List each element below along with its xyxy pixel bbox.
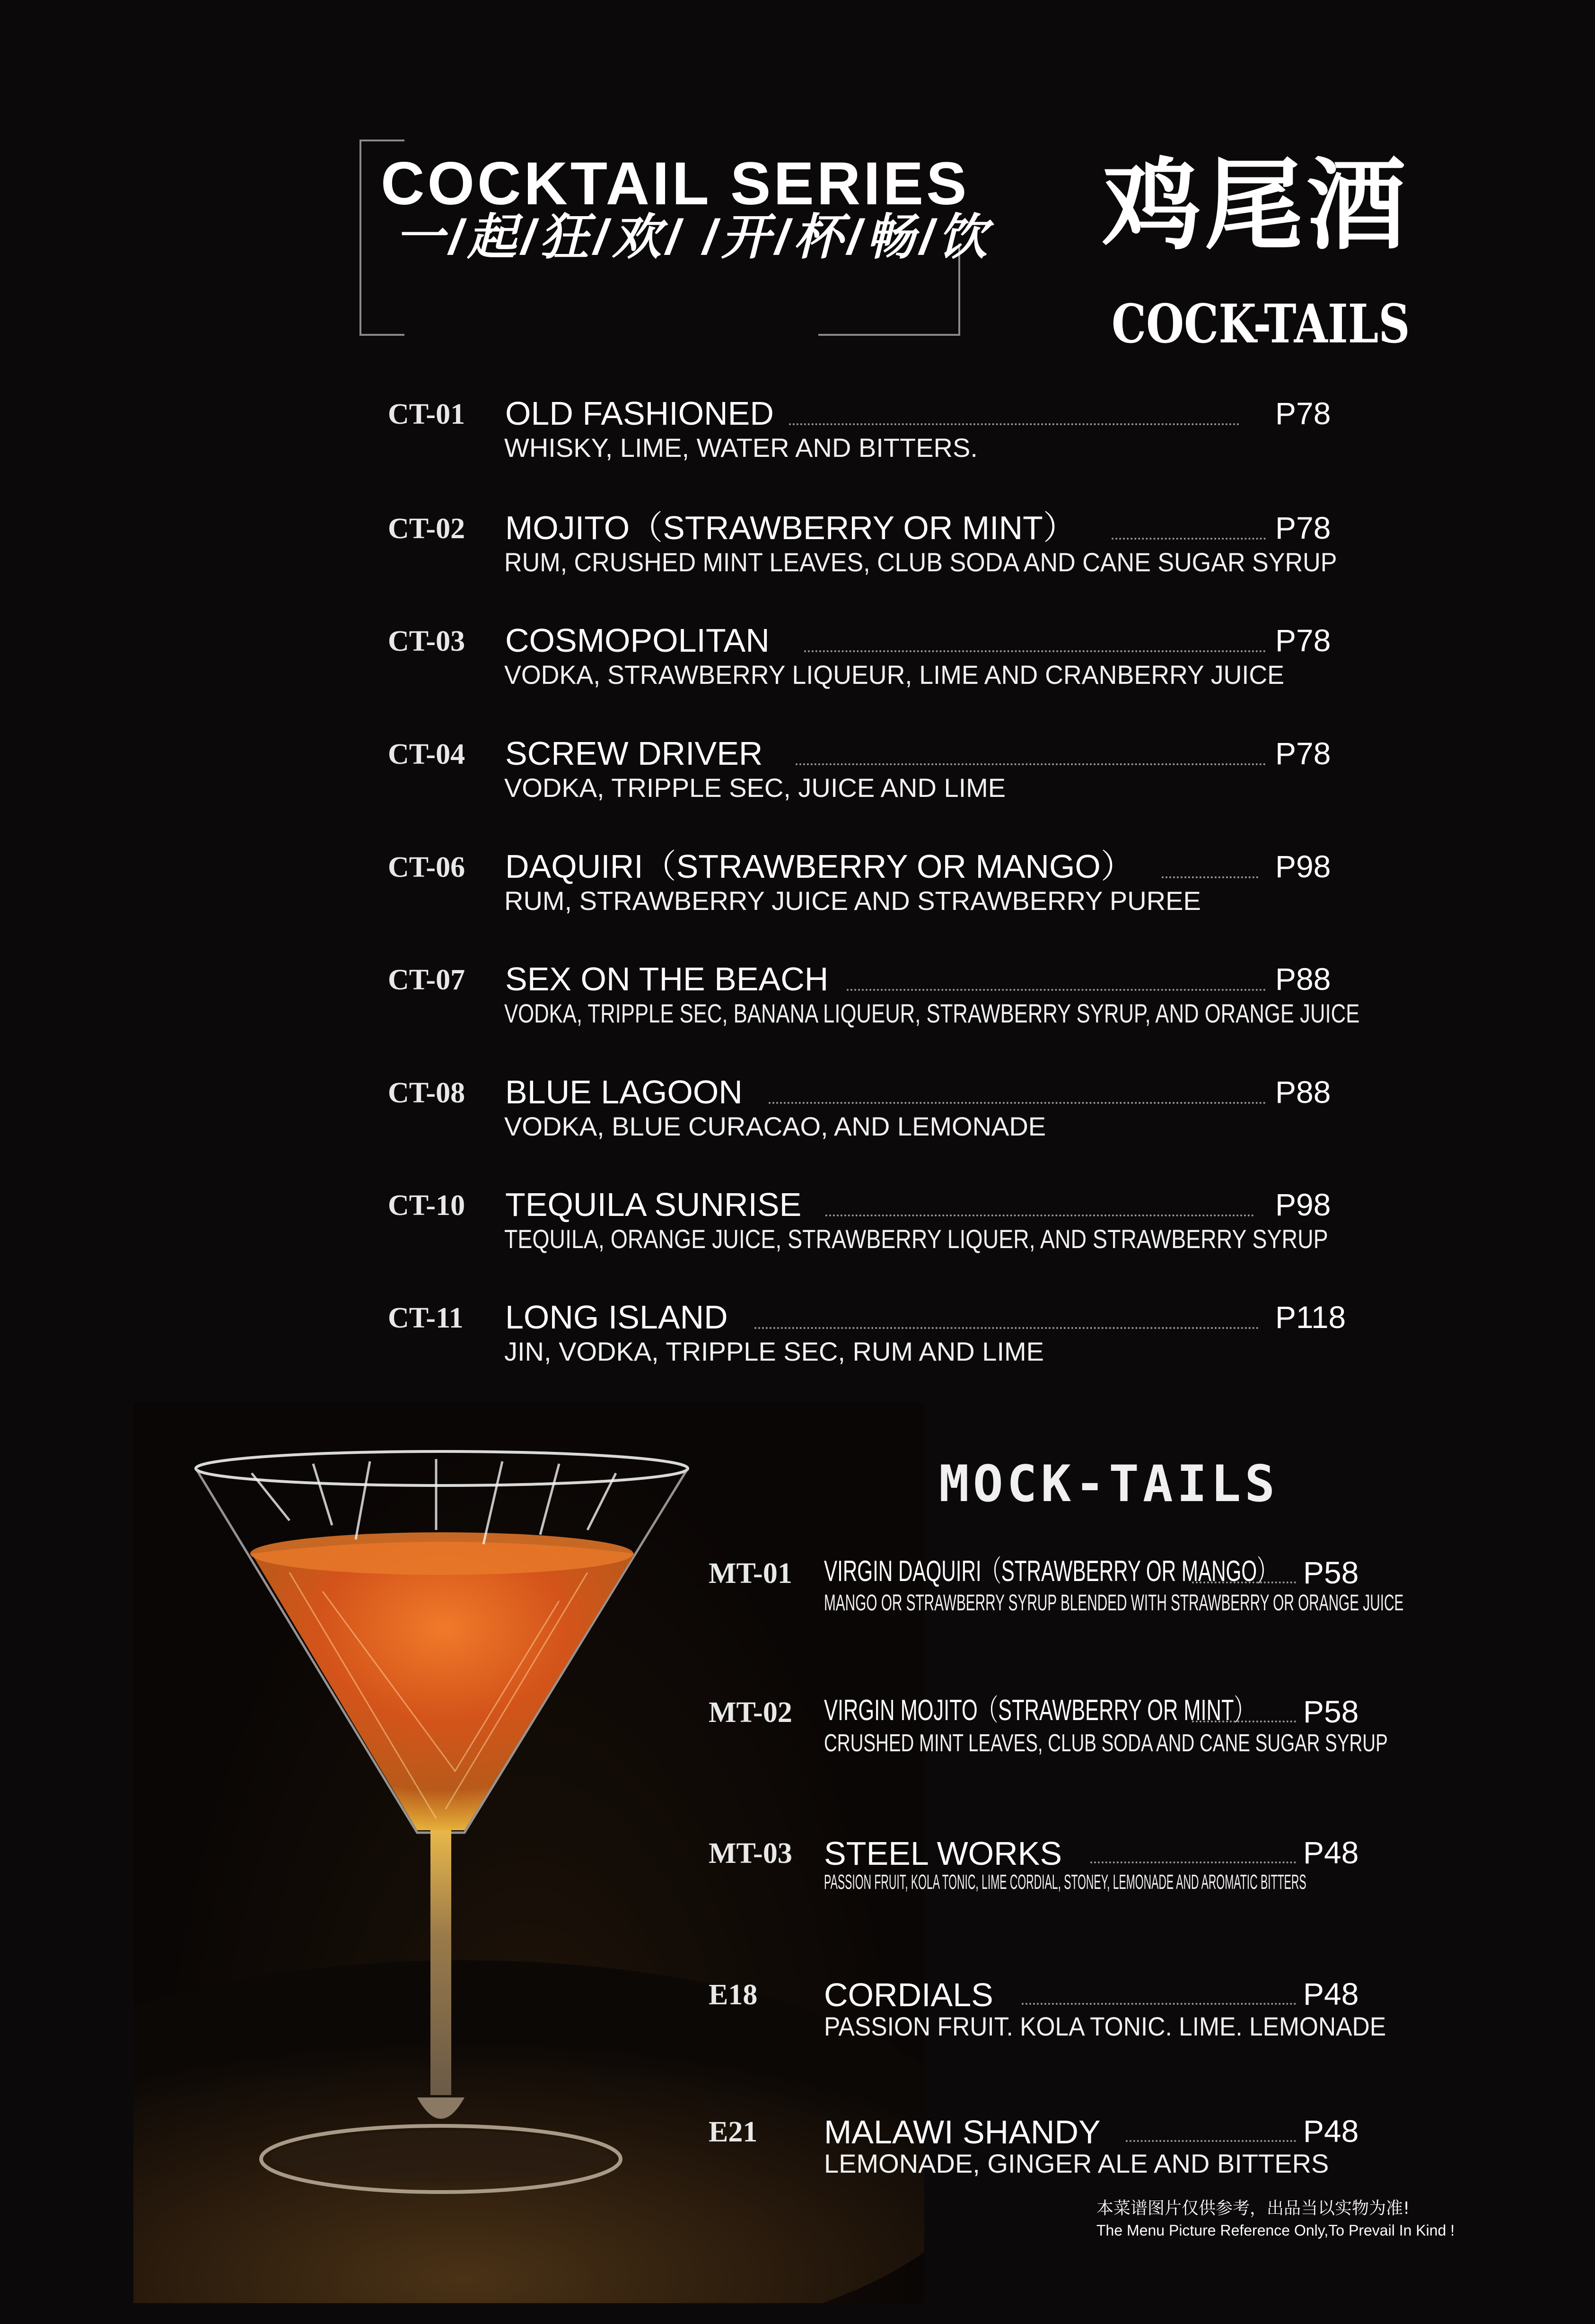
dotted-leader	[789, 423, 1239, 425]
item-code: CT-04	[388, 738, 465, 770]
item-code: CT-08	[388, 1077, 465, 1109]
item-price: P78	[1275, 623, 1331, 658]
item-description: VODKA, TRIPPLE SEC, BANANA LIQUEUR, STRAWBERRY SYRUP, AND ORANGE JUICE	[504, 998, 1360, 1028]
item-name: COSMOPOLITAN	[505, 622, 770, 659]
dotted-leader	[847, 989, 1266, 991]
item-name: TEQUILA SUNRISE	[505, 1186, 802, 1223]
item-code: CT-02	[388, 513, 465, 545]
item-name: SCREW DRIVER	[505, 735, 763, 772]
menu-item	[0, 735, 1595, 834]
dotted-leader	[1192, 1721, 1296, 1722]
item-description: TEQUILA, ORANGE JUICE, STRAWBERRY LIQUER, AND STRAWBERRY SYRUP	[504, 1224, 1328, 1254]
item-price: P98	[1275, 849, 1331, 884]
dotted-leader	[769, 1102, 1266, 1104]
item-name: STEEL WORKS	[824, 1835, 1062, 1872]
item-code: CT-10	[388, 1189, 465, 1222]
item-code: CT-11	[388, 1302, 464, 1334]
menu-item	[0, 848, 1595, 947]
menu-item	[0, 1976, 1595, 2075]
item-code: CT-01	[388, 398, 465, 430]
dotted-leader	[1192, 1581, 1296, 1583]
item-name: CORDIALS	[824, 1976, 993, 2013]
dotted-leader	[796, 763, 1266, 765]
mocktails-section-title: MOCK-TAILS	[939, 1455, 1279, 1513]
item-code: MT-03	[709, 1837, 792, 1870]
item-description: PASSION FRUIT. KOLA TONIC. LIME. LEMONADE	[824, 2011, 1386, 2041]
menu-item	[0, 2114, 1595, 2212]
item-price: P58	[1303, 1694, 1359, 1729]
cocktails-section-title: COCK-TAILS	[1112, 293, 1410, 355]
item-name: LONG ISLAND	[505, 1299, 728, 1336]
item-name: SEX ON THE BEACH	[505, 961, 829, 997]
item-description: PASSION FRUIT, KOLA TONIC, LIME CORDIAL, STONEY, LEMONADE AND AROMATIC BITTERS	[824, 1870, 1306, 1894]
item-price: P48	[1303, 2114, 1359, 2149]
item-price: P78	[1275, 396, 1331, 431]
footnote-english: The Menu Picture Reference Only,To Prevail In Kind !	[1096, 2222, 1455, 2239]
series-subtitle: 一/起/狂/欢/ /开/杯/畅/饮	[395, 210, 992, 265]
item-name: OLD FASHIONED	[505, 395, 774, 432]
dotted-leader	[1162, 876, 1258, 878]
item-description: CRUSHED MINT LEAVES, CLUB SODA AND CANE SUGAR SYRUP	[824, 1730, 1388, 1757]
item-name: VIRGIN DAQUIRI（STRAWBERRY OR MANGO）	[824, 1555, 1277, 1588]
item-name: MALAWI SHANDY	[824, 2114, 1101, 2150]
menu-item	[0, 1555, 1595, 1653]
item-description: VODKA, TRIPPLE SEC, JUICE AND LIME	[504, 773, 1006, 803]
item-code: E21	[709, 2116, 758, 2148]
menu-item	[0, 1074, 1595, 1173]
item-price: P48	[1303, 1976, 1359, 2011]
item-name: VIRGIN MOJITO（STRAWBERRY OR MINT）	[824, 1694, 1254, 1727]
dotted-leader	[754, 1327, 1259, 1329]
footnote-chinese: 本菜谱图片仅供参考，出品当以实物为准!	[1096, 2199, 1410, 2218]
item-price: P98	[1275, 1187, 1331, 1222]
menu-item	[0, 395, 1595, 494]
item-code: CT-03	[388, 625, 465, 657]
item-code: E18	[709, 1979, 758, 2011]
menu-item	[0, 1835, 1595, 1933]
menu-item	[0, 1694, 1595, 1792]
dotted-leader	[804, 650, 1266, 652]
item-price: P58	[1303, 1555, 1359, 1590]
item-price: P118	[1275, 1300, 1346, 1335]
dotted-leader	[1022, 2003, 1296, 2005]
menu-item	[0, 1299, 1595, 1398]
item-price: P78	[1275, 510, 1331, 545]
item-description: VODKA, BLUE CURACAO, AND LEMONADE	[504, 1111, 1046, 1141]
item-description: RUM, CRUSHED MINT LEAVES, CLUB SODA AND CANE SUGAR SYRUP	[504, 547, 1337, 577]
menu-item	[0, 509, 1595, 609]
item-price: P78	[1275, 736, 1331, 771]
item-description: RUM, STRAWBERRY JUICE AND STRAWBERRY PUREE	[504, 886, 1201, 916]
item-code: CT-06	[388, 851, 465, 883]
item-code: MT-01	[709, 1557, 792, 1590]
dotted-leader	[825, 1214, 1254, 1216]
item-name: DAQUIRI（STRAWBERRY OR MANGO）	[505, 848, 1134, 885]
chinese-title: 鸡尾酒	[1102, 148, 1409, 263]
item-code: MT-02	[709, 1696, 792, 1729]
dotted-leader	[1112, 538, 1266, 540]
series-title: COCKTAIL SERIES	[381, 150, 970, 218]
item-code: CT-07	[388, 964, 465, 996]
item-price: P88	[1275, 961, 1331, 996]
dotted-leader	[1126, 2140, 1296, 2142]
item-name: MOJITO（STRAWBERRY OR MINT）	[505, 509, 1076, 546]
menu-item	[0, 622, 1595, 721]
menu-item	[0, 961, 1595, 1060]
dotted-leader	[1090, 1861, 1296, 1863]
item-description: LEMONADE, GINGER ALE AND BITTERS	[824, 2149, 1329, 2178]
item-name: BLUE LAGOON	[505, 1074, 743, 1110]
item-description: MANGO OR STRAWBERRY SYRUP BLENDED WITH STRAWBERRY OR ORANGE JUICE	[824, 1590, 1404, 1616]
item-price: P88	[1275, 1075, 1331, 1110]
item-description: VODKA, STRAWBERRY LIQUEUR, LIME AND CRANBERRY JUICE	[504, 660, 1285, 690]
item-description: WHISKY, LIME, WATER AND BITTERS.	[504, 433, 978, 463]
menu-item	[0, 1186, 1595, 1285]
item-price: P48	[1303, 1835, 1359, 1870]
item-description: JIN, VODKA, TRIPPLE SEC, RUM AND LIME	[504, 1337, 1044, 1366]
